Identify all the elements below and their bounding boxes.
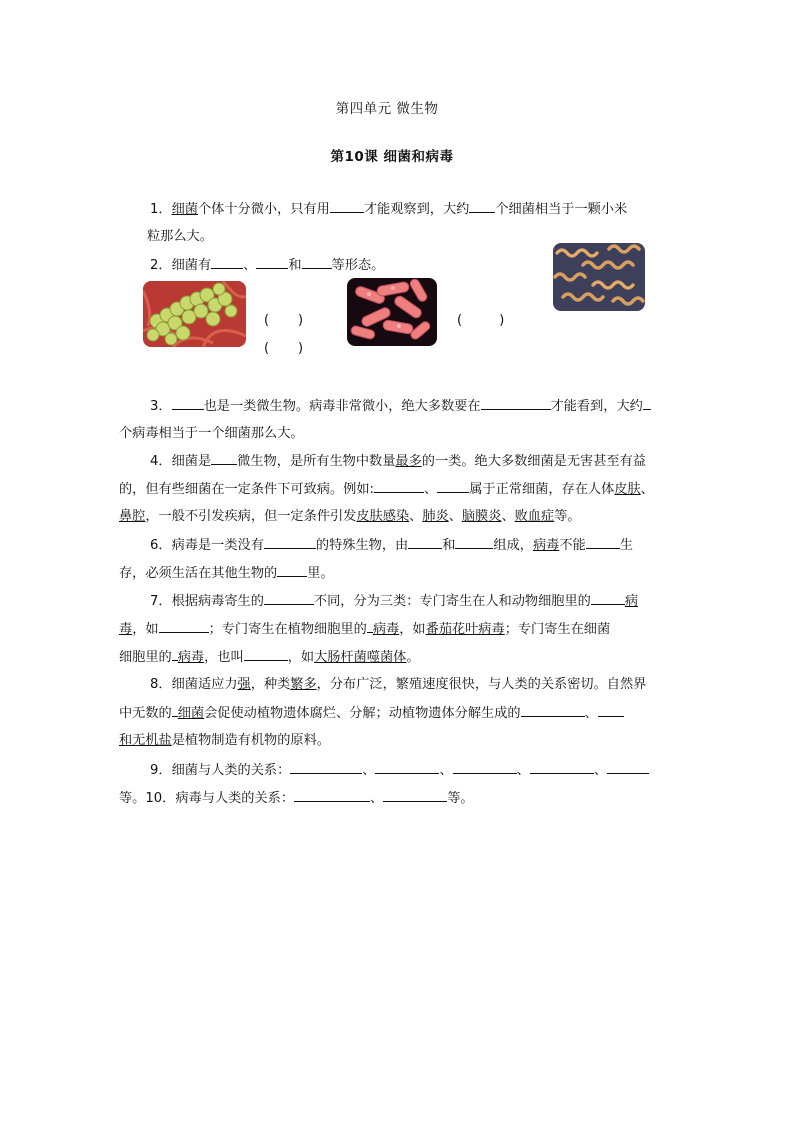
answer-blank[interactable] bbox=[159, 620, 209, 633]
term-skin-infection: 皮肤感染 bbox=[356, 509, 410, 524]
answer-blank[interactable] bbox=[586, 536, 620, 549]
question-7-line-2: 毒，如 ；专门寄生在植物细胞里的 病毒，如番茄花叶病毒；专门寄生在细菌 bbox=[119, 622, 611, 637]
question-7-line-1: 7．根据病毒寄生的 不同，分为三类：专门寄生在人和动物细胞里的 病 bbox=[150, 594, 639, 609]
term-sepsis: 败血症 bbox=[514, 509, 555, 524]
unit-title: 第四单元 微生物 bbox=[335, 101, 439, 117]
question-2-line: 2．细菌有 、 和 等形态。 bbox=[150, 258, 385, 273]
answer-blank[interactable] bbox=[453, 761, 517, 774]
term-skin: 皮肤 bbox=[614, 482, 641, 497]
answer-paren-1[interactable]: ( ) bbox=[264, 313, 304, 328]
answer-blank[interactable] bbox=[437, 480, 469, 493]
answer-blank[interactable] bbox=[591, 592, 625, 605]
answer-blank[interactable] bbox=[256, 256, 288, 269]
answer-blank[interactable] bbox=[330, 200, 364, 213]
answer-blank[interactable] bbox=[469, 200, 495, 213]
answer-blank[interactable] bbox=[530, 761, 594, 774]
spiral-bacteria-photo bbox=[553, 243, 645, 311]
answer-blank[interactable] bbox=[375, 761, 439, 774]
rod-bacteria-photo bbox=[347, 278, 437, 346]
question-3-line-2: 个病毒相当于一个细菌那么大。 bbox=[119, 426, 304, 441]
answer-blank[interactable] bbox=[408, 536, 442, 549]
question-1-line-1: 1．细菌个体十分微小，只有用 才能观察到，大约 个细菌相当于一颗小米 bbox=[150, 202, 628, 217]
term-most: 最多 bbox=[395, 454, 422, 469]
answer-paren-3[interactable]: ( ) bbox=[264, 341, 304, 356]
coccus-bacteria-photo bbox=[143, 281, 246, 347]
term-numerous: 繁多 bbox=[290, 677, 317, 692]
term-bacteria: 细菌 bbox=[177, 706, 205, 721]
term-meningitis: 脑膜炎 bbox=[461, 509, 502, 524]
term-bacteria: 细菌 bbox=[171, 202, 198, 217]
answer-blank[interactable] bbox=[172, 397, 204, 410]
question-4-line-2: 的，但有些细菌在一定条件下可致病。例如: 、 属于正常细菌，存在人体皮肤、 bbox=[119, 482, 654, 497]
answer-blank[interactable] bbox=[244, 648, 288, 661]
term-poison: 毒 bbox=[119, 622, 133, 637]
question-4-line-1: 4．细菌是 微生物，是所有生物中数量最多的一类。绝大多数细菌是无害甚至有益 bbox=[150, 454, 646, 469]
question-6-line-2: 存，必须生活在其他生物的 里。 bbox=[119, 566, 334, 581]
question-8-line-1: 8．细菌适应力强，种类繁多，分布广泛，繁殖速度很快，与人类的关系密切。自然界 bbox=[150, 677, 647, 692]
answer-paren-2[interactable]: ( ) bbox=[457, 313, 505, 328]
term-nasal-cavity: 鼻腔 bbox=[119, 509, 146, 524]
question-7-line-3: 细胞里的 病毒，也叫 ，如大肠杆菌噬菌体。 bbox=[119, 650, 420, 665]
term-disease: 病 bbox=[624, 594, 639, 609]
answer-blank[interactable] bbox=[481, 397, 551, 410]
answer-blank[interactable] bbox=[607, 761, 649, 774]
term-tomato-mosaic-virus: 番茄花叶病毒 bbox=[425, 622, 505, 637]
question-8-line-2: 中无数的 细菌会促使动植物遗体腐烂、分解；动植物遗体分解生成的 、 bbox=[119, 704, 624, 723]
question-1-line-2: 粒那么大。 bbox=[147, 229, 213, 244]
question-4-line-3: 鼻腔，一般不引发疾病，但一定条件引发皮肤感染、肺炎、脑膜炎、败血症等。 bbox=[119, 509, 581, 524]
answer-blank[interactable] bbox=[374, 480, 424, 493]
answer-blank[interactable] bbox=[455, 536, 493, 549]
term-bacterial-virus: 病毒 bbox=[177, 650, 205, 665]
question-9-line-1: 9．细菌与人类的关系： 、 、 、 、 bbox=[150, 761, 649, 780]
answer-blank[interactable] bbox=[264, 592, 314, 605]
term-strong: 强 bbox=[237, 677, 251, 692]
answer-blank[interactable] bbox=[290, 761, 362, 774]
answer-blank[interactable] bbox=[211, 256, 243, 269]
answer-blank[interactable] bbox=[598, 704, 624, 717]
lesson-title: 第10课 细菌和病毒 bbox=[330, 149, 454, 165]
question-3-line-1: 3． 也是一类微生物。病毒非常微小，绝大多数要在 才能看到，大约 bbox=[150, 397, 651, 416]
answer-blank[interactable] bbox=[211, 452, 237, 465]
answer-blank[interactable] bbox=[277, 564, 307, 577]
answer-blank[interactable] bbox=[521, 704, 585, 717]
answer-blank[interactable] bbox=[643, 397, 651, 410]
answer-blank[interactable] bbox=[302, 256, 332, 269]
answer-blank[interactable] bbox=[294, 789, 370, 802]
term-inorganic-salt: 和无机盐 bbox=[119, 733, 172, 748]
term-plant-virus: 病毒 bbox=[372, 622, 400, 637]
answer-blank[interactable] bbox=[383, 789, 447, 802]
term-virus: 病毒 bbox=[532, 538, 560, 553]
term-ecoli-phage: 大肠杆菌噬菌体 bbox=[314, 650, 407, 665]
question-9-line-2: 等。10．病毒与人类的关系： 、 等。 bbox=[119, 791, 474, 806]
answer-blank[interactable] bbox=[264, 536, 316, 549]
question-6-line-1: 6．病毒是一类没有 的特殊生物，由 和 组成，病毒不能 生 bbox=[150, 538, 633, 553]
question-8-line-3: 和无机盐是植物制造有机物的原料。 bbox=[119, 733, 330, 748]
term-pneumonia: 肺炎 bbox=[422, 509, 449, 524]
